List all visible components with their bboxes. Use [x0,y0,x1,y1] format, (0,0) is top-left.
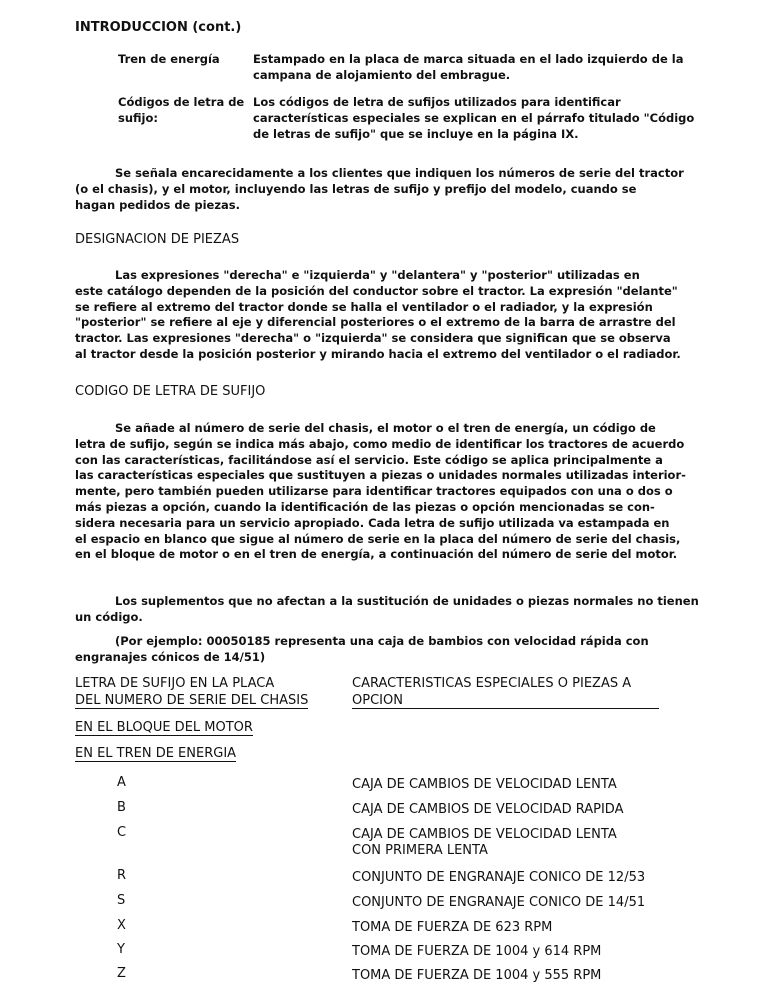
paragraph-line: Se señala encarecidamente a los clientes que indiquen los números de serie del tractor [115,166,684,180]
paragraph-line: Se añade al número de serie del chasis, el motor o el tren de energía, un código de [115,421,656,435]
paragraph-line: "posterior" se refiere al eje y diferencial posteriores o el extremo de la barra de arrastre del [75,315,676,330]
section-body-designacion [75,268,681,363]
row-description-line: CAJA DE CAMBIOS DE VELOCIDAD LENTA [352,827,617,842]
row-code: A [117,775,126,790]
table-left-header-line-4: EN EL TREN DE ENERGIA [75,746,237,761]
row-description-line: CON PRIMERA LENTA [352,843,488,858]
paragraph-line: al tractor desde la posición posterior y mirando hacia el extremo del ventilador o el radiador. [75,346,681,361]
paragraph-line: más piezas a opción, cuando la identificación de las piezas o opción mencionadas se con- [75,499,655,514]
paragraph-line: el espacio en blanco que sigue al número de serie en la placa del número de serie del chasis, [75,531,681,546]
paragraph-line: en el bloque de motor o en el tren de energía, a continuación del número de serie del motor. [75,547,678,562]
paragraph-line: engranajes cónicos de 14/51) [75,649,266,664]
row-code: B [117,800,126,815]
row-description [352,827,617,859]
definition-line: Los códigos de letra de sufijos utilizados para identificar [253,95,621,109]
row-code: C [117,825,127,840]
row-code: Y [117,942,125,957]
table-left-header-line-3: EN EL BLOQUE DEL MOTOR [75,720,253,735]
paragraph-line: un código. [75,609,143,624]
paragraph-line: Las expresiones "derecha" e "izquierda" y "delantera" y "posterior" utilizadas en [115,268,640,282]
paragraph-line: se refiere al extremo del tractor donde se halla el ventilador o el radiador, y la expresión [75,299,653,314]
paragraph-line: Los suplementos que no afectan a la sustitución de unidades o piezas normales no tienen [115,594,699,608]
row-description: TOMA DE FUERZA DE 1004 y 614 RPM [352,944,602,959]
section-heading-designacion: DESIGNACION DE PIEZAS [75,232,240,247]
row-description: TOMA DE FUERZA DE 1004 y 555 RPM [352,968,602,983]
paragraph-line: este catálogo dependen de la posición del conductor sobre el tractor. La expresión "delante" [75,283,678,298]
paragraph-line: (o el chasis), y el motor, incluyendo las letras de sufijo y prefijo del modelo, cuando se [75,181,637,196]
definition-line: Estampado en la placa de marca situada en el lado izquierdo de la [253,52,684,66]
paragraph-line: las características especiales que sustituyen a piezas o unidades normales utilizadas interior- [75,468,686,483]
paragraph-line: (Por ejemplo: 00050185 representa una caja de bambios con velocidad rápida con [115,634,649,648]
row-description: CAJA DE CAMBIOS DE VELOCIDAD LENTA [352,777,617,792]
page-title: INTRODUCCION (cont.) [75,20,242,35]
row-code: Z [117,966,126,981]
table-right-header-line-2: OPCION [352,693,659,709]
paragraph-line: letra de sufijo, según se indica más abajo, como medio de identificar los tractores de acuerdo [75,436,685,451]
paragraph-line: con las características, facilitándose así el servicio. Este código se aplica principalmente a [75,452,663,467]
definition-text-codigos [253,95,694,142]
row-code: X [117,918,126,933]
definition-text-tren [253,52,683,84]
definition-term-line: sufijo: [118,110,158,125]
row-description: TOMA DE FUERZA DE 623 RPM [352,920,553,935]
definition-term-line: Códigos de letra de [118,95,245,109]
section-body-codigo [75,421,686,563]
section-heading-codigo: CODIGO DE LETRA DE SUFIJO [75,384,266,399]
definition-term-tren: Tren de energía [118,52,220,66]
row-code: R [117,868,127,883]
paragraph-line: mente, pero también pueden utilizarse para identificar tractores equipados con una o dos o [75,484,673,499]
paragraph-line: sidera necesaria para un servicio apropiado. Cada letra de sufijo utilizada va estampada en [75,515,670,530]
row-code: S [117,893,126,908]
definition-line: campana de alojamiento del embrague. [253,67,511,82]
paragraph-suplementos [75,594,699,626]
paragraph-serial-numbers [75,166,684,213]
table-right-header-line-1: CARACTERISTICAS ESPECIALES O PIEZAS A [352,676,632,691]
paragraph-line: hagan pedidos de piezas. [75,197,240,212]
row-description: CONJUNTO DE ENGRANAJE CONICO DE 14/51 [352,895,646,910]
paragraph-line: tractor. Las expresiones "derecha" o "izquierda" se considera que significan que se observa [75,331,671,346]
paragraph-ejemplo [75,634,649,666]
definition-line: características especiales se explican en el párrafo titulado "Código [253,110,695,125]
table-left-header-line-2: DEL NUMERO DE SERIE DEL CHASIS [75,693,309,708]
row-description: CONJUNTO DE ENGRANAJE CONICO DE 12/53 [352,870,646,885]
definition-term-codigos [118,95,244,127]
definition-line: de letras de sufijo" que se incluye en la página IX. [253,126,579,141]
table-left-header-line-1: LETRA DE SUFIJO EN LA PLACA [75,676,275,691]
row-description: CAJA DE CAMBIOS DE VELOCIDAD RAPIDA [352,802,624,817]
